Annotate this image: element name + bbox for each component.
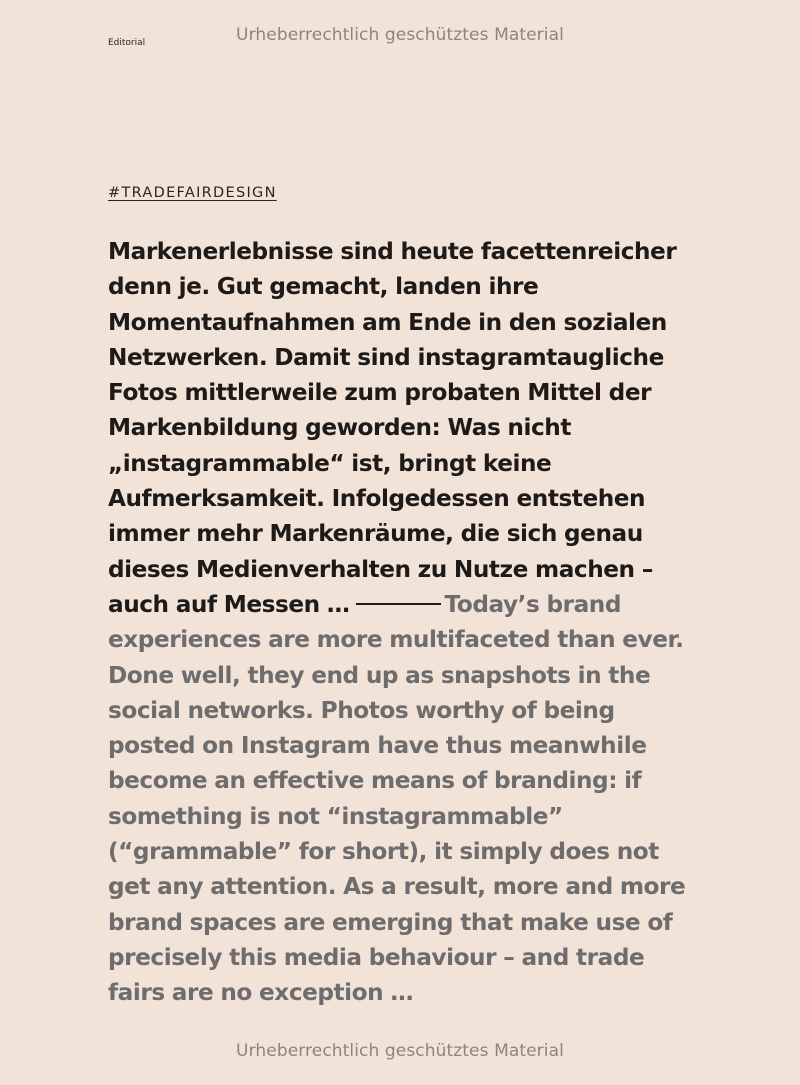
section-label: Editorial bbox=[108, 38, 146, 48]
english-text: Today’s brand experiences are more multifaceted than ever. Done well, they end up as snapshots in the social networks. Photos worthy of being posted on Instagram have thus meanwhile become an effective means of branding: if something is not “instagrammable” (“grammable” for short), it simply does not get any attention. As a result, more and more brand spaces are emerging that make use of precisely this media behaviour – and trade fairs are no exception … bbox=[108, 590, 686, 1007]
editorial-body bbox=[108, 234, 708, 1011]
german-text: Markenerlebnisse sind heute facettenreicher denn je. Gut gemacht, landen ihre Momentaufnahmen am Ende in den sozialen Netzwerken. Damit sind instagramtaugliche Fotos mittlerweile zum probaten Mittel der Markenbildung geworden: Was nicht „instagrammable“ ist, bringt keine Aufmerksamkeit. Infolgedessen entstehen immer mehr Markenräume, die sich genau dieses Medienverhalten zu Nutze machen – auch auf Messen … bbox=[108, 238, 677, 618]
hashtag-label: #TRADEFAIRDESIGN bbox=[108, 185, 277, 201]
watermark-top: Urheberrechtlich geschütztes Material bbox=[236, 25, 564, 45]
watermark-bottom: Urheberrechtlich geschütztes Material bbox=[236, 1041, 564, 1061]
separator-dash bbox=[356, 603, 441, 605]
